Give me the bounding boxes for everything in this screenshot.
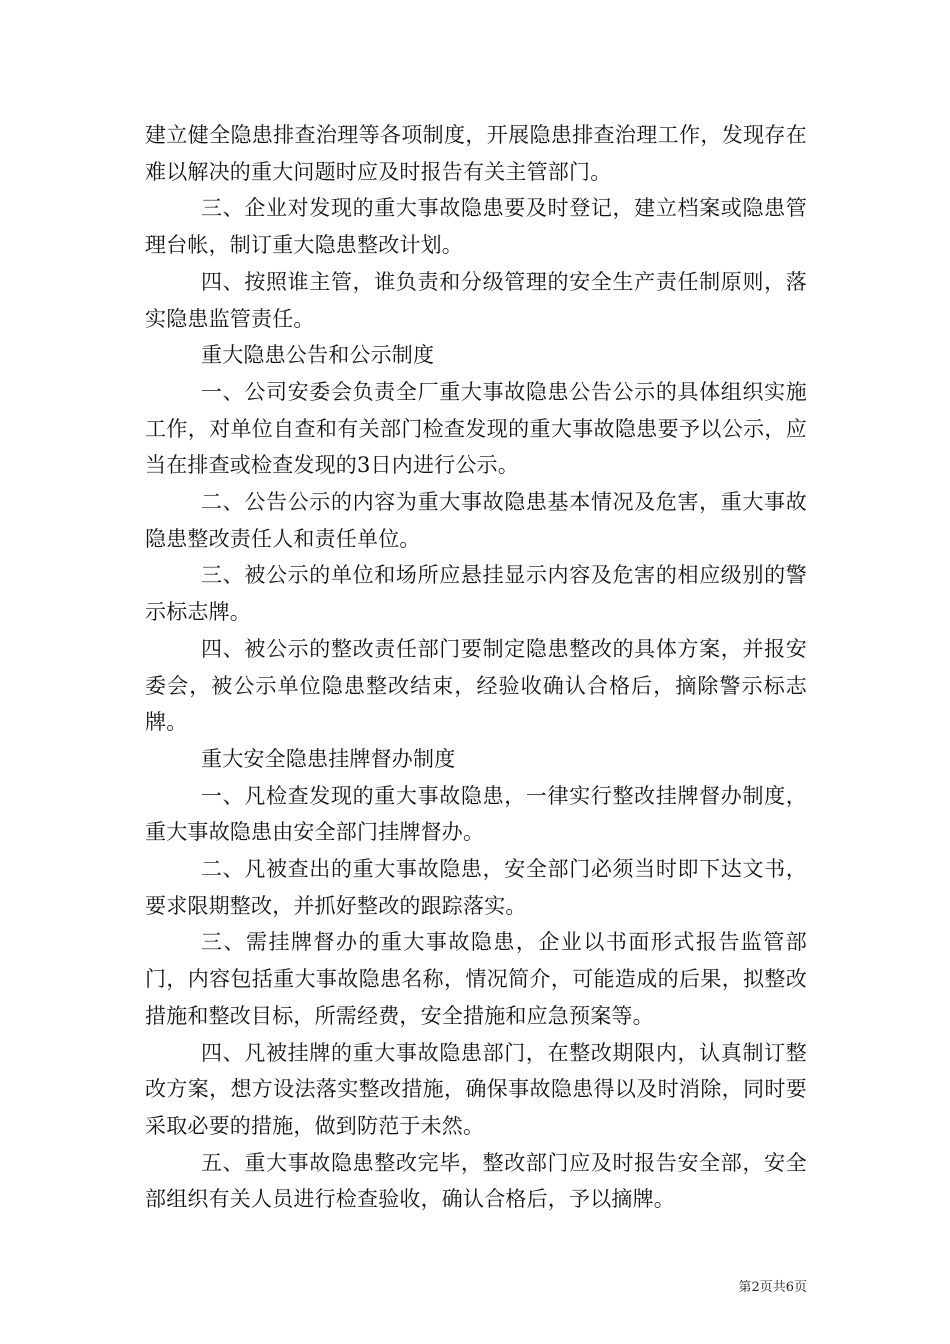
- document-body: [145, 117, 807, 1218]
- paragraph: 重大安全隐患挂牌督办制度: [201, 746, 456, 771]
- paragraph: 二、公告公示的内容为重大事故隐患基本情况及危害，重大事故隐患整改责任人和责任单位。: [145, 490, 807, 551]
- paragraph: 三、被公示的单位和场所应悬挂显示内容及危害的相应级别的警示标志牌。: [145, 563, 807, 625]
- page-number: 第2页共6页: [738, 1280, 807, 1295]
- paragraph: 一、凡检查发现的重大事故隐患，一律实行整改挂牌督办制度，重大事故隐患由安全部门挂牌督办。: [145, 783, 807, 845]
- paragraph: 建立健全隐患排查治理等各项制度，开展隐患排查治理工作，发现存在难以解决的重大问题时应及时报告有关主管部门。: [145, 123, 807, 184]
- paragraph: 五、重大事故隐患整改完毕，整改部门应及时报告安全部，安全部组织有关人员进行检查验收，确认合格后，予以摘牌。: [145, 1150, 807, 1212]
- paragraph: 一、公司安委会负责全厂重大事故隐患公告公示的具体组织实施工作，对单位自查和有关部门检查发现的重大事故隐患要予以公示，应当在排查或检查发现的3日内进行公示。: [145, 379, 807, 478]
- paragraph: 重大隐患公告和公示制度: [201, 343, 435, 368]
- paragraph: 三、企业对发现的重大事故隐患要及时登记，建立档案或隐患管理台帐，制订重大隐患整改计划。: [145, 196, 807, 258]
- paragraph: 四、凡被挂牌的重大事故隐患部门，在整改期限内，认真制订整改方案，想方设法落实整改措施，确保事故隐患得以及时消除，同时要采取必要的措施，做到防范于未然。: [145, 1040, 807, 1138]
- paragraph: 四、按照谁主管，谁负责和分级管理的安全生产责任制原则，落实隐患监管责任。: [145, 269, 807, 331]
- paragraph: 四、被公示的整改责任部门要制定隐患整改的具体方案，并报安委会，被公示单位隐患整改结束，经验收确认合格后，摘除警示标志牌。: [145, 636, 807, 735]
- paragraph: 三、需挂牌督办的重大事故隐患，企业以书面形式报告监管部门，内容包括重大事故隐患名称，情况简介，可能造成的后果，拟整改措施和整改目标，所需经费，安全措施和应急预案等。: [145, 930, 807, 1028]
- paragraph: 二、凡被查出的重大事故隐患，安全部门必须当时即下达文书，要求限期整改，并抓好整改的跟踪落实。: [145, 857, 807, 918]
